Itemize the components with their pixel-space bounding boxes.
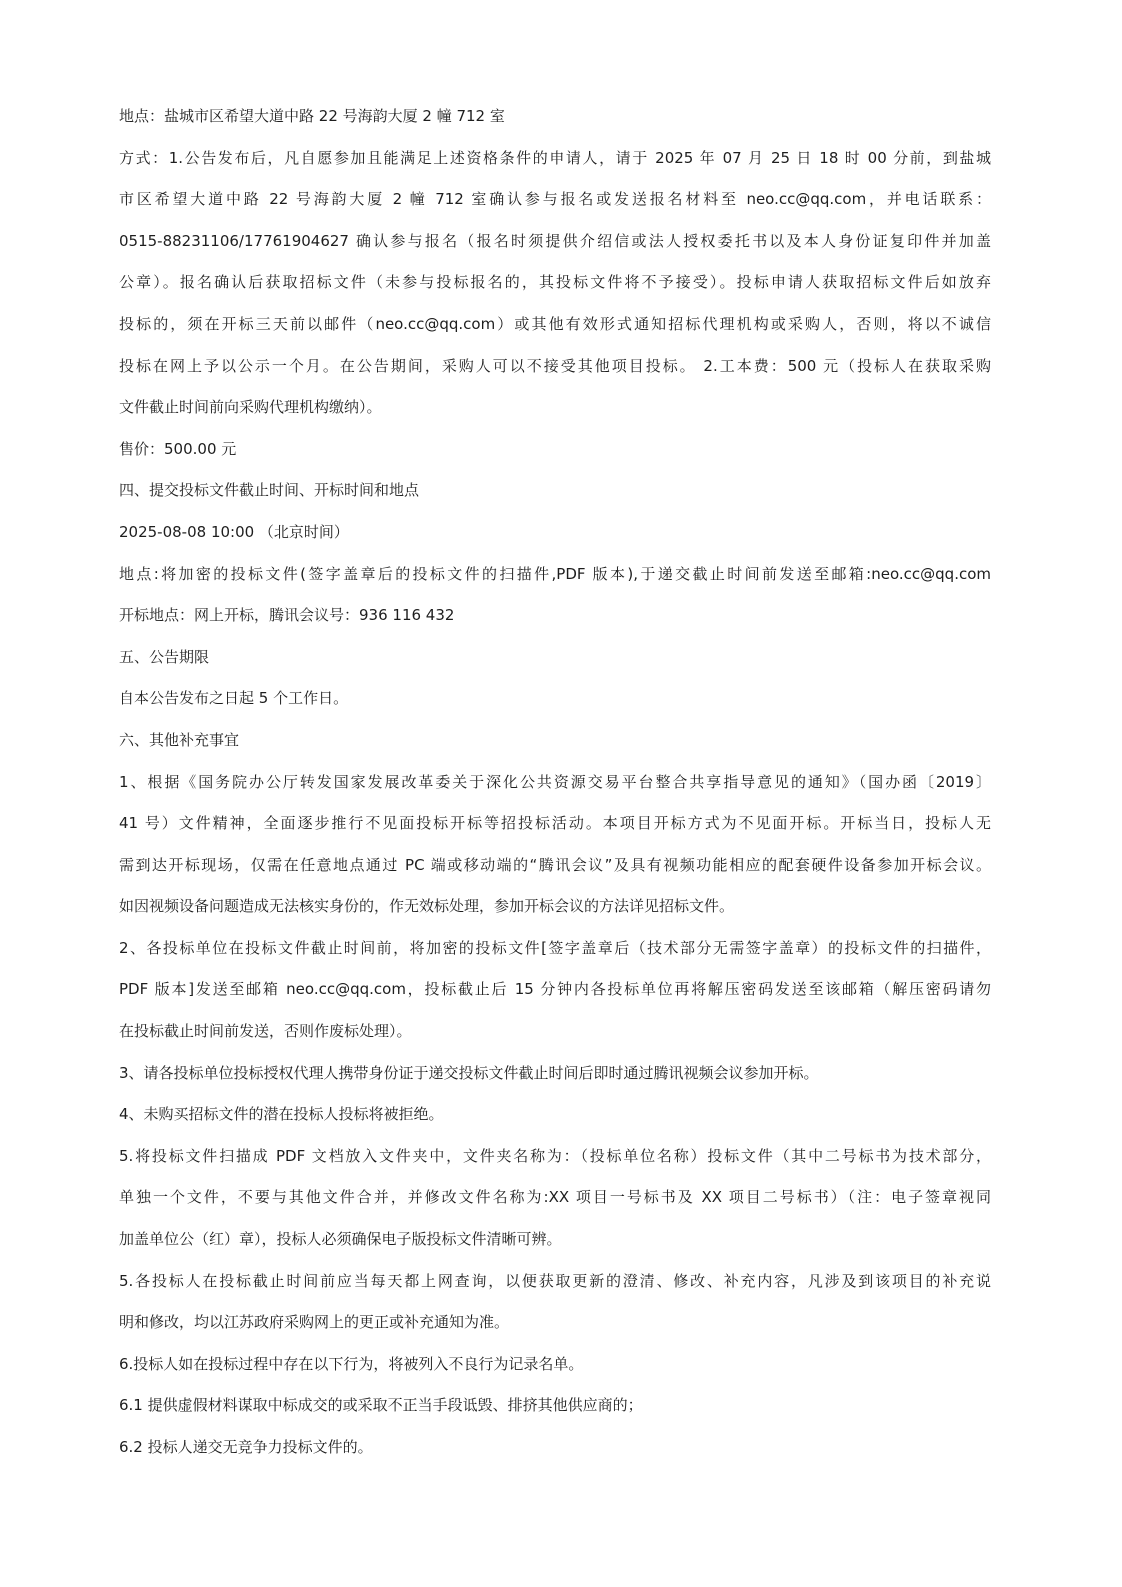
method-line-cont	[119, 270, 991, 312]
supplement-item-3	[119, 1061, 991, 1103]
line-text: 6.1 提供虚假材料谋取中标成交的或采取不正当手段诋毁、排挤其他供应商的；	[119, 1396, 643, 1415]
notice-period-line	[119, 686, 991, 728]
line-text: 0515-88231106/17761904627 确认参与报名（报名时须提供介绍信或法人授权委托书以及本人身份证复印件并加盖	[119, 231, 991, 250]
supplement-item-4	[119, 1102, 991, 1144]
line-text: 在投标截止时间前发送，否则作废标处理）。	[119, 1022, 412, 1041]
line-text: PDF 版本]发送至邮箱 neo.cc@qq.com，投标截止后 15 分钟内各投标单位再将解压密码发送至该邮箱（解压密码请勿	[119, 980, 991, 999]
line-text: 2、各投标单位在投标文件截止时间前，将加密的投标文件[签字盖章后（技术部分无需签字盖章）的投标文件的扫描件，	[119, 938, 991, 957]
method-line	[119, 146, 991, 188]
line-text: 需到达开标现场，仅需在任意地点通过 PC 端或移动端的“腾讯会议”及具有视频功能相应的配套硬件设备参加开标会议。	[119, 855, 991, 874]
section-heading-5	[119, 645, 991, 687]
supplement-item-2	[119, 936, 991, 978]
supplement-item-1	[119, 770, 991, 812]
line-text: 地点：盐城市区希望大道中路 22 号海韵大厦 2 幢 712 室	[119, 107, 505, 125]
supplement-item-6-2	[119, 1435, 991, 1477]
line-text: 自本公告发布之日起 5 个工作日。	[119, 689, 349, 708]
section-heading-6	[119, 728, 991, 770]
method-line-cont	[119, 187, 991, 229]
line-text: 2025-08-08 10:00 （北京时间）	[119, 522, 349, 541]
line-text: 市区希望大道中路 22 号海韵大厦 2 幢 712 室确认参与报名或发送报名材料至 neo.cc@qq.com，并电话联系：	[119, 190, 991, 209]
supplement-item-5	[119, 1144, 991, 1186]
line-text: 6.2 投标人递交无竞争力投标文件的。	[119, 1438, 373, 1456]
line-text: 加盖单位公（红）章），投标人必须确保电子版投标文件清晰可辨。	[119, 1230, 562, 1249]
line-text: 投标在网上予以公示一个月。在公告期间，采购人可以不接受其他项目投标。 2.工本费：500 元（投标人在获取采购	[119, 356, 991, 375]
opening-location-line	[119, 603, 991, 645]
document-page	[119, 104, 991, 1477]
supplement-item-2-cont	[119, 977, 991, 1019]
method-line-cont	[119, 395, 991, 437]
deadline-line	[119, 520, 991, 562]
supplement-item-1-cont	[119, 811, 991, 853]
section-heading-4	[119, 478, 991, 520]
supplement-item-5-cont	[119, 1185, 991, 1227]
line-text: 六、其他补充事宜	[119, 730, 240, 749]
line-text: 四、提交投标文件截止时间、开标时间和地点	[119, 481, 420, 500]
line-text: 开标地点：网上开标，腾讯会议号：936 116 432	[119, 606, 455, 625]
line-text: 41 号）文件精神，全面逐步推行不见面投标开标等招投标活动。本项目开标方式为不见面开标。开标当日，投标人无	[119, 814, 991, 833]
supplement-item-5b-cont	[119, 1310, 991, 1352]
line-text: 如因视频设备问题造成无法核实身份的，作无效标处理，参加开标会议的方法详见招标文件。	[119, 897, 735, 916]
supplement-item-1-cont	[119, 853, 991, 895]
line-text: 6.投标人如在投标过程中存在以下行为，将被列入不良行为记录名单。	[119, 1354, 584, 1373]
supplement-item-5b	[119, 1269, 991, 1311]
line-text: 1、根据《国务院办公厅转发国家发展改革委关于深化公共资源交易平台整合共享指导意见的通知》（国办函〔2019〕	[119, 772, 991, 791]
line-text: 投标的，须在开标三天前以邮件（neo.cc@qq.com）或其他有效形式通知招标代理机构或采购人，否则，将以不诚信	[119, 314, 991, 333]
line-text: 5.将投标文件扫描成 PDF 文档放入文件夹中，文件夹名称为：（投标单位名称）投标文件（其中二号标书为技术部分，	[119, 1146, 991, 1165]
method-line-cont	[119, 229, 991, 271]
supplement-item-2-cont	[119, 1019, 991, 1061]
line-text: 地点:将加密的投标文件(签字盖章后的投标文件的扫描件,PDF 版本),于递交截止时间前发送至邮箱:neo.cc@qq.com	[119, 564, 991, 583]
submission-location-line	[119, 562, 991, 604]
line-text: 5.各投标人在投标截止时间前应当每天都上网查询，以便获取更新的澄清、修改、补充内容，凡涉及到该项目的补充说	[119, 1271, 991, 1290]
line-text: 公章）。报名确认后获取招标文件（未参与投标报名的，其投标文件将不予接受）。投标申请人获取招标文件后如放弃	[119, 273, 991, 292]
supplement-item-1-cont	[119, 894, 991, 936]
line-text: 文件截止时间前向采购代理机构缴纳）。	[119, 398, 382, 417]
supplement-item-5-cont	[119, 1227, 991, 1269]
method-line-cont	[119, 312, 991, 354]
price-line	[119, 437, 991, 479]
supplement-item-6	[119, 1352, 991, 1394]
supplement-item-6-1	[119, 1393, 991, 1435]
line-text: 单独一个文件，不要与其他文件合并，并修改文件名称为:XX 项目一号标书及 XX 项目二号标书）（注：电子签章视同	[119, 1188, 991, 1207]
line-text: 明和修改，均以江苏政府采购网上的更正或补充通知为准。	[119, 1313, 510, 1332]
line-text: 3、请各投标单位投标授权代理人携带身份证于递交投标文件截止时间后即时通过腾讯视频会议参加开标。	[119, 1063, 819, 1082]
line-text: 方式：1.公告发布后，凡自愿参加且能满足上述资格条件的申请人，请于 2025 年 07 月 25 日 18 时 00 分前，到盐城	[119, 148, 991, 167]
line-text: 4、未购买招标文件的潜在投标人投标将被拒绝。	[119, 1105, 444, 1124]
location-line	[119, 104, 991, 146]
line-text: 售价：500.00 元	[119, 439, 237, 458]
method-line-cont	[119, 354, 991, 396]
line-text: 五、公告期限	[119, 647, 210, 666]
